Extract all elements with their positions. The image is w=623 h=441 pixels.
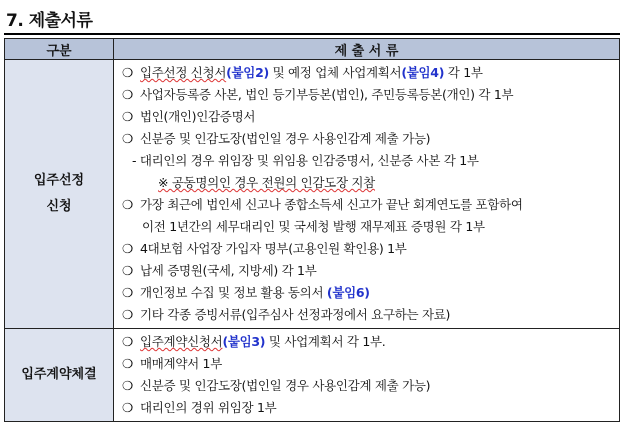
bullet-icon: ❍	[122, 356, 133, 371]
items-cell-application	[114, 60, 620, 329]
list-item: ❍ 가장 최근에 법인세 신고나 종합소득세 신고가 끝난 회계연도를 포함하여	[122, 194, 613, 216]
items-cell-contract	[114, 329, 620, 422]
list-item: ❍ 법인(개인)인감증명서	[122, 106, 613, 128]
list-item: ❍ 개인정보 수집 및 정보 활용 동의서 (붙임6)	[122, 282, 613, 304]
bullet-icon: ❍	[122, 263, 133, 278]
list-item: ❍ 대리인의 경위 위임장 1부	[122, 397, 613, 419]
header-documents: 제 출 서 류	[114, 39, 620, 60]
list-item: ❍ 4대보험 사업장 가입자 명부(고용인원 확인용) 1부	[122, 238, 613, 260]
bullet-icon: ❍	[122, 334, 133, 349]
category-cell-application	[5, 60, 114, 329]
list-item: ❍ 매매계약서 1부	[122, 353, 613, 375]
list-item: ❍ 납세 증명원(국세, 지방세) 각 1부	[122, 260, 613, 282]
list-item: ❍ 신분증 및 인감도장(법인일 경우 사용인감계 제출 가능)	[122, 375, 613, 397]
category-label: 신청	[46, 199, 72, 214]
category-label: 입주계약체결	[21, 367, 97, 382]
table-row	[5, 60, 620, 329]
list-item-continuation: 이전 1년간의 세무대리인 및 국세청 발행 재무제표 증명원 각 1부	[142, 219, 485, 234]
bullet-icon: ❍	[122, 65, 133, 80]
list-item: ❍ 입주선정 신청서(붙임2) 및 예정 업체 사업계획서(붙임4) 각 1부	[122, 62, 613, 84]
list-item: ❍ 입주계약신청서(붙임3) 및 사업계획서 각 1부.	[122, 331, 613, 353]
list-item: ❍ 신분증 및 인감도장(법인일 경우 사용인감계 제출 가능)	[122, 128, 613, 150]
list-subitem: - 대리인의 경우 위임장 및 위임용 인감증명서, 신분증 사본 각 1부	[132, 153, 479, 168]
bullet-icon: ❍	[122, 307, 133, 322]
bullet-icon: ❍	[122, 87, 133, 102]
bullet-icon: ❍	[122, 131, 133, 146]
list-item: ❍ 기타 각종 증빙서류(입주심사 선정과정에서 요구하는 자료)	[122, 304, 613, 326]
category-label: 입주선정	[33, 173, 85, 188]
bullet-icon: ❍	[122, 241, 133, 256]
list-note: ※ 공동명의인 경우 전원의 인감도장 지참	[158, 175, 375, 190]
header-category: 구분	[5, 39, 114, 60]
category-cell-contract	[5, 329, 114, 422]
bullet-icon: ❍	[122, 197, 133, 212]
list-item: ❍ 사업자등록증 사본, 법인 등기부등본(법인), 주민등록등본(개인) 각 1부	[122, 84, 613, 106]
bullet-icon: ❍	[122, 285, 133, 300]
bullet-icon: ❍	[122, 109, 133, 124]
section-title: 7. 제출서류	[6, 11, 93, 31]
bullet-icon: ❍	[122, 400, 133, 415]
title-underline	[4, 33, 620, 35]
documents-table	[4, 38, 620, 422]
bullet-icon: ❍	[122, 378, 133, 393]
table-header-row	[5, 39, 620, 60]
table-row	[5, 329, 620, 422]
